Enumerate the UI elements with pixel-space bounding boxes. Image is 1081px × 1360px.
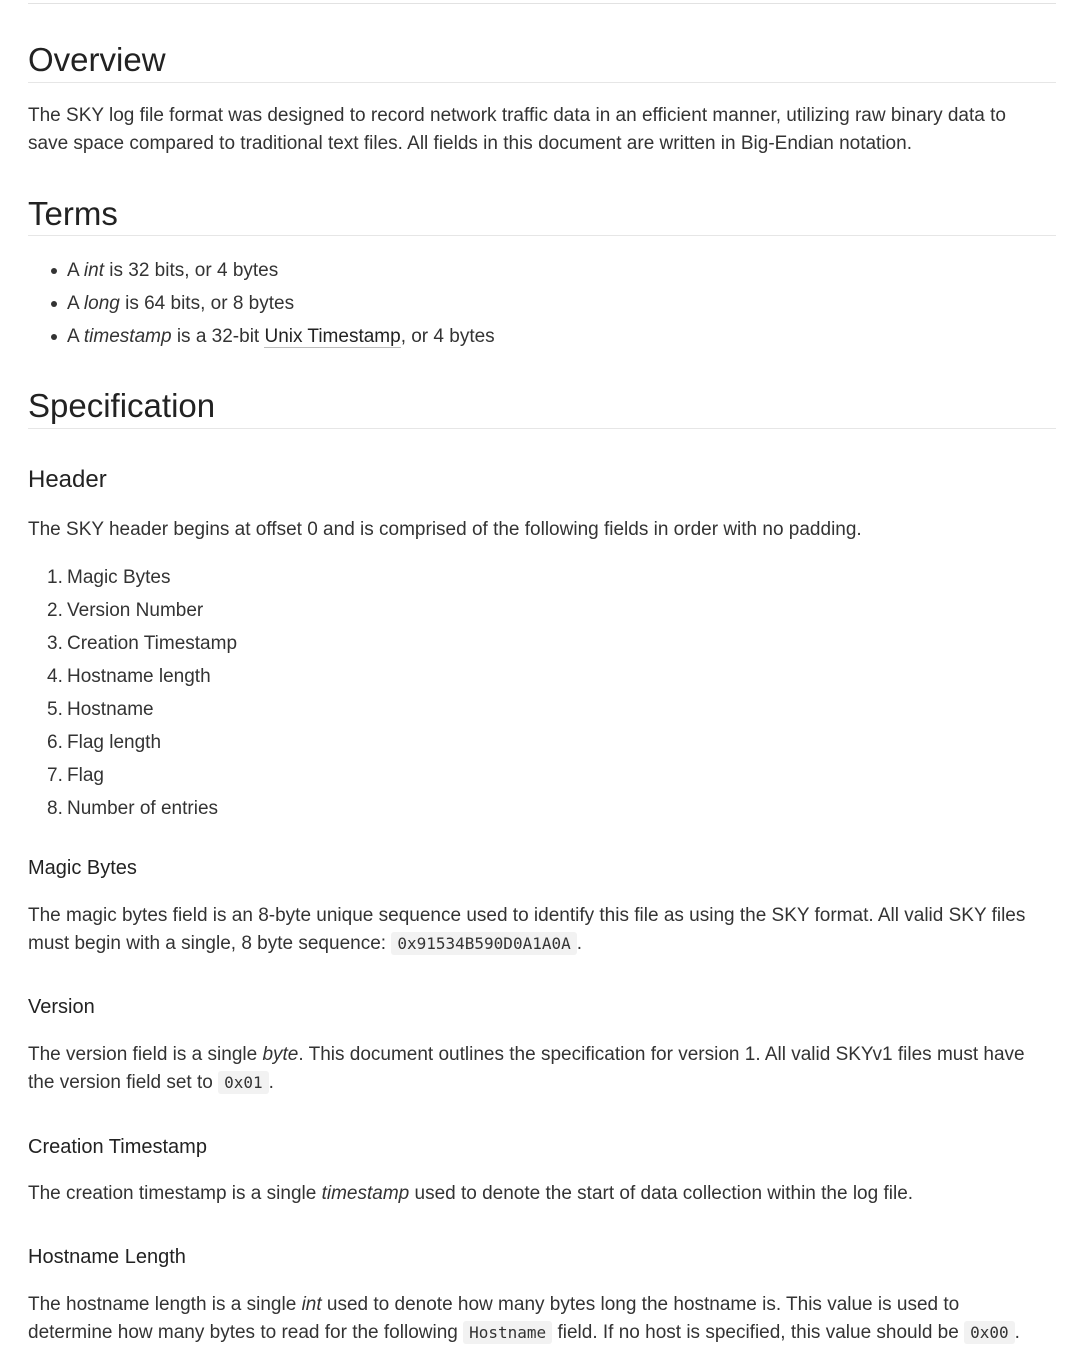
magic-bytes-paragraph — [28, 902, 1038, 958]
item-number: 5. — [47, 699, 63, 720]
overview-heading: Overview — [28, 41, 166, 78]
item-label: Flag — [67, 765, 104, 786]
specification-heading: Specification — [28, 387, 216, 424]
item-label: Version Number — [67, 600, 204, 621]
item-label: Number of entries — [67, 798, 219, 819]
paragraph-text-end: . — [268, 1072, 274, 1093]
header-intro: The SKY header begins at offset 0 and is comprised of the following fields in order with no padding. — [28, 519, 862, 540]
paragraph-text: The version field is a single — [28, 1044, 263, 1065]
term-name: long — [83, 293, 120, 314]
term-definition: is 64 bits, or 8 bytes — [119, 293, 295, 314]
term-item-int — [28, 254, 495, 287]
hostname-code: Hostname — [463, 1321, 552, 1344]
null-value-code: 0x00 — [964, 1321, 1015, 1344]
header-field-item — [28, 726, 237, 759]
terms-list — [28, 254, 495, 353]
term-item-timestamp — [28, 320, 495, 353]
header-field-item — [28, 792, 237, 825]
terms-heading: Terms — [28, 195, 118, 232]
term-prefix: A — [67, 293, 84, 314]
term-prefix: A — [67, 326, 84, 347]
item-number: 7. — [47, 765, 63, 786]
paragraph-text-end: . — [576, 933, 583, 954]
header-field-item — [28, 660, 237, 693]
header-field-item — [28, 594, 237, 627]
overview-heading-divider — [28, 82, 1056, 83]
item-number: 4. — [47, 666, 63, 687]
paragraph-text-end: used to denote the start of data collection within the log file. — [409, 1183, 914, 1204]
paragraph-text-middle: used to denote how many bytes long the hostname is. This value is used to determine how many bytes to read for the following — [28, 1294, 960, 1343]
term-name: int — [83, 260, 104, 281]
overview-paragraph: The SKY log file format was designed to record network traffic data in an efficient manner, utilizing raw binary data to save space compared to traditional text files. All fields in this document are written in Big-Endian notation. — [28, 105, 1006, 154]
paragraph-text: The magic bytes field is an 8-byte unique sequence used to identify this file as using the SKY format. All valid SKY files must begin with a single, 8 byte sequence: — [28, 905, 1026, 954]
term-name: int — [301, 1294, 322, 1315]
paragraph-text: The hostname length is a single — [28, 1294, 302, 1315]
item-number: 3. — [47, 633, 63, 654]
term-item-long — [28, 287, 495, 320]
item-number: 6. — [47, 732, 63, 753]
top-divider — [28, 3, 1056, 4]
paragraph-text-end: . — [1014, 1322, 1020, 1343]
version-heading: Version — [28, 996, 95, 1018]
item-label: Creation Timestamp — [67, 633, 238, 654]
term-name: timestamp — [321, 1183, 410, 1204]
magic-bytes-heading: Magic Bytes — [28, 857, 137, 879]
bullet-icon — [51, 268, 57, 274]
item-number: 8. — [47, 798, 63, 819]
item-label: Magic Bytes — [67, 567, 171, 588]
hostname-length-paragraph — [28, 1291, 1038, 1347]
bullet-icon — [51, 301, 57, 307]
term-definition: is a 32-bit — [171, 326, 265, 347]
term-definition: is 32 bits, or 4 bytes — [103, 260, 279, 281]
header-field-item — [28, 561, 237, 594]
version-paragraph — [28, 1041, 1038, 1097]
version-code: 0x01 — [218, 1071, 269, 1094]
bullet-icon — [51, 334, 57, 340]
item-number: 1. — [47, 567, 63, 588]
paragraph-text-middle: . This document outlines the specification for version 1. All valid SKYv1 files must have the version field set to — [28, 1044, 1025, 1093]
item-label: Hostname — [67, 699, 154, 720]
terms-heading-divider — [28, 235, 1056, 236]
paragraph-text: The creation timestamp is a single — [28, 1183, 322, 1204]
item-label: Hostname length — [67, 666, 211, 687]
creation-timestamp-paragraph — [28, 1180, 1038, 1208]
specification-heading-divider — [28, 428, 1056, 429]
magic-bytes-code: 0x91534B590D0A1A0A — [391, 932, 576, 955]
term-name: timestamp — [83, 326, 172, 347]
header-heading: Header — [28, 466, 107, 493]
unix-timestamp-link[interactable]: Unix Timestamp — [264, 326, 401, 347]
paragraph-text-middle2: field. If no host is specified, this value should be — [552, 1322, 965, 1343]
term-definition-suffix: , or 4 bytes — [400, 326, 495, 347]
header-fields-list — [28, 561, 237, 825]
term-name: byte — [262, 1044, 299, 1065]
item-label: Flag length — [67, 732, 162, 753]
hostname-length-heading: Hostname Length — [28, 1246, 186, 1268]
item-number: 2. — [47, 600, 63, 621]
creation-timestamp-heading: Creation Timestamp — [28, 1136, 207, 1158]
header-field-item — [28, 693, 237, 726]
header-field-item — [28, 627, 237, 660]
header-field-item — [28, 759, 237, 792]
term-prefix: A — [67, 260, 84, 281]
